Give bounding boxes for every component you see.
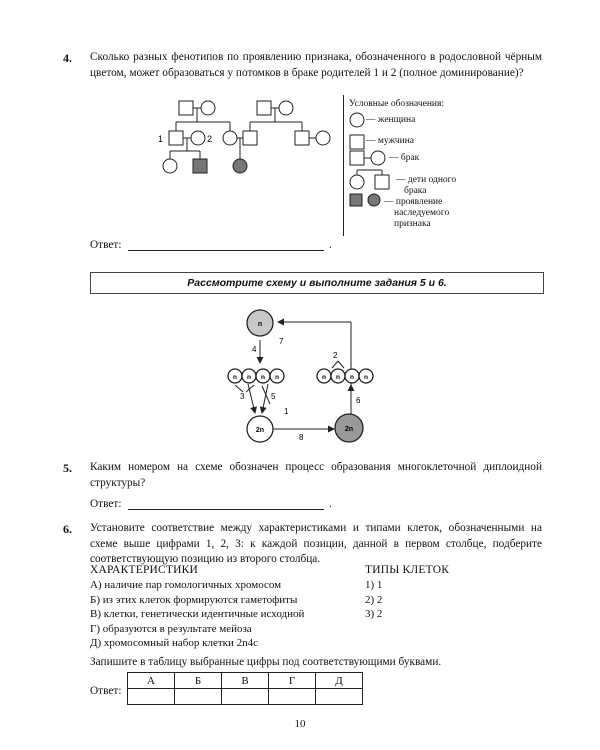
legend-title: Условные обозначения: bbox=[349, 99, 445, 109]
legend-trait-1: — проявление bbox=[384, 197, 443, 207]
pedigree-male-1 bbox=[169, 131, 183, 145]
pedigree-female-2 bbox=[191, 131, 205, 145]
q6-instruction: Запишите в таблицу выбранные цифры под соответствующими буквами. bbox=[90, 656, 442, 668]
characteristic-a: А) наличие пар гомологичных хромосом bbox=[90, 579, 282, 591]
answer-letter-d: Д bbox=[316, 673, 363, 689]
pedigree-label-1: 1 bbox=[158, 134, 164, 144]
q6-number: 6. bbox=[63, 522, 72, 536]
legend-children-1: — дети одного bbox=[396, 175, 457, 185]
q6-answer-table bbox=[127, 672, 363, 705]
q5-answer-field[interactable] bbox=[128, 498, 324, 510]
pedigree-female-affected bbox=[233, 159, 247, 173]
pedigree-label-2: 2 bbox=[207, 134, 213, 144]
q5-text: Каким номером на схеме обозначен процесс образования многоклеточной диплоидной структуры? bbox=[90, 461, 542, 489]
legend-children-icon bbox=[350, 175, 364, 189]
scheme-row-left-n4: n bbox=[275, 374, 279, 381]
pedigree-chart bbox=[150, 95, 350, 185]
scheme-step-3: 3 bbox=[240, 392, 245, 401]
scheme-row-right-n3: n bbox=[350, 374, 354, 381]
pedigree-female bbox=[201, 101, 215, 115]
characteristic-g: Г) образуются в результате мейоза bbox=[90, 622, 252, 635]
scheme-step-1: 1 bbox=[284, 407, 289, 416]
pedigree-male bbox=[257, 101, 271, 115]
pedigree-female bbox=[279, 101, 293, 115]
pedigree-male-affected bbox=[193, 159, 207, 173]
type-1: 1) 1 bbox=[365, 579, 383, 591]
legend-trait-circle-icon bbox=[368, 194, 380, 206]
characteristic-v: В) клетки, генетически идентичные исходной bbox=[90, 608, 305, 620]
q4-number: 4. bbox=[63, 51, 72, 65]
answer-letter-a: А bbox=[128, 673, 175, 689]
life-cycle-scheme bbox=[210, 300, 410, 450]
type-3: 3) 2 bbox=[365, 608, 383, 620]
scheme-row-left-n2: n bbox=[247, 374, 251, 381]
q6-col2-head: ТИПЫ КЛЕТОК bbox=[365, 564, 450, 576]
pedigree-male bbox=[243, 131, 257, 145]
type-2: 2) 2 bbox=[365, 593, 383, 606]
answer-letter-g: Г bbox=[269, 673, 316, 689]
legend-trait-2: наследуемого bbox=[394, 208, 450, 218]
scheme-cell-n-top-label: n bbox=[257, 321, 263, 328]
scheme-row-left-n1: n bbox=[233, 374, 237, 381]
scheme-step-8: 8 bbox=[299, 433, 304, 442]
q6-answer-label: Ответ: bbox=[90, 685, 122, 697]
scheme-step-2: 2 bbox=[333, 351, 338, 360]
pedigree-female bbox=[163, 159, 177, 173]
legend-marriage: — брак bbox=[389, 153, 420, 163]
q4-text: Сколько разных фенотипов по проявлению признака, обозначенного в родословной чёрным цветом, может образоваться у потомков в браке родителей 1 и 2 (полное доминирование)? bbox=[90, 51, 542, 79]
instruction-banner: Рассмотрите схему и выполните задания 5 и 6. bbox=[90, 272, 544, 294]
legend-man: — мужчина bbox=[366, 136, 415, 146]
answer-letter-v: В bbox=[222, 673, 269, 689]
scheme-arrow-3 bbox=[248, 384, 255, 413]
legend-trait-3: признака bbox=[394, 219, 431, 229]
q5-answer-end: . bbox=[329, 498, 332, 510]
scheme-step-5: 5 bbox=[271, 392, 276, 401]
characteristic-d: Д) хромосомный набор клетки 2n4c bbox=[90, 637, 258, 649]
scheme-cell-2n-sporophyte-label: 2n bbox=[344, 426, 354, 433]
q5-number: 5. bbox=[63, 461, 72, 475]
q4-answer-end: . bbox=[329, 239, 332, 251]
q6-types-list bbox=[365, 578, 382, 622]
legend-female-icon bbox=[350, 113, 364, 127]
answer-cell-d[interactable] bbox=[316, 689, 363, 705]
pedigree-female bbox=[223, 131, 237, 145]
answer-cell-a[interactable] bbox=[128, 689, 175, 705]
pedigree-male bbox=[179, 101, 193, 115]
q6-text: Установите соответствие между характеристиками и типами клеток, обозначенными на схеме выше цифрами 1, 2, 3: к каждой позиции, данной в первом столбце, подберите соответствующую позицию из второго столбца. bbox=[90, 522, 542, 565]
q5-answer-label: Ответ: bbox=[90, 498, 122, 510]
answer-cell-v[interactable] bbox=[222, 689, 269, 705]
pedigree-male bbox=[295, 131, 309, 145]
q4-answer-field[interactable] bbox=[128, 239, 324, 251]
scheme-step-4: 4 bbox=[252, 345, 257, 354]
scheme-cell-2n-label: 2n bbox=[255, 427, 265, 434]
q6-characteristics-list bbox=[90, 578, 304, 651]
legend-trait-square-icon bbox=[350, 194, 362, 206]
answer-letter-b: Б bbox=[175, 673, 222, 689]
legend-divider bbox=[343, 95, 344, 236]
scheme-step-7: 7 bbox=[279, 337, 284, 346]
legend-woman: — женщина bbox=[366, 115, 416, 125]
legend-children-2: брака bbox=[404, 186, 427, 196]
q6-col1-head: ХАРАКТЕРИСТИКИ bbox=[90, 564, 199, 576]
q4-answer-label: Ответ: bbox=[90, 239, 122, 251]
scheme-row-right-n4: n bbox=[364, 374, 368, 381]
scheme-row-right-n1: n bbox=[322, 374, 326, 381]
pedigree-female bbox=[316, 131, 330, 145]
legend-marriage-icon bbox=[350, 151, 364, 165]
scheme-step-6: 6 bbox=[356, 396, 361, 405]
answer-cell-g[interactable] bbox=[269, 689, 316, 705]
answer-cell-b[interactable] bbox=[175, 689, 222, 705]
page-number: 10 bbox=[294, 718, 306, 730]
scheme-row-left-n3: n bbox=[261, 374, 265, 381]
legend-male-icon bbox=[350, 135, 364, 149]
scheme-row-right-n2: n bbox=[336, 374, 340, 381]
characteristic-b: Б) из этих клеток формируются гаметофиты bbox=[90, 593, 298, 606]
